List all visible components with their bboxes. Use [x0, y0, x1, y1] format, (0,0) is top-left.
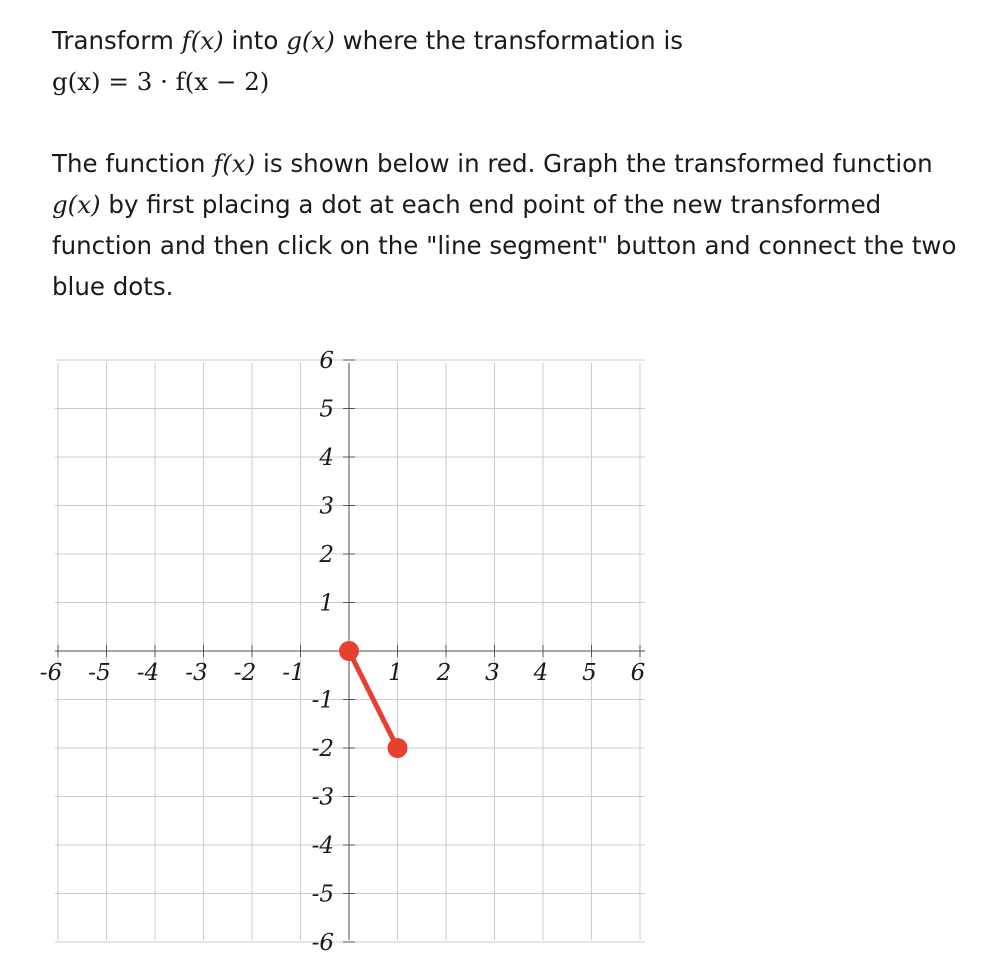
x-tick-label: 1 — [388, 660, 403, 686]
x-tick-label: 6 — [630, 660, 646, 686]
x-tick-label: -1 — [282, 660, 305, 686]
intro-text: Transform — [52, 26, 182, 55]
fx-label: f(x) — [181, 26, 224, 55]
y-tick-label: -1 — [311, 687, 334, 714]
desc-text-2: is shown below in red. Graph the transformed function — [255, 149, 933, 178]
gx-label: g(x) — [286, 26, 335, 55]
y-tick-label: -4 — [311, 833, 334, 859]
x-tick-label: 2 — [436, 660, 452, 686]
x-tick-label: -2 — [233, 660, 257, 686]
x-tick-label: -3 — [185, 660, 208, 686]
question-text — [52, 20, 982, 102]
transformation-text: where the transformation is — [334, 26, 684, 55]
graph-instructions — [52, 143, 982, 307]
x-axis-labels — [40, 660, 646, 686]
desc-gx-label: g(x) — [52, 190, 101, 219]
y-tick-label: 5 — [319, 396, 334, 423]
fx-endpoint-start[interactable] — [339, 641, 359, 661]
fx-endpoint-end[interactable] — [388, 738, 408, 758]
y-tick-label: -5 — [311, 881, 334, 908]
transformation-formula: g(x) = 3 · f(x − 2) — [52, 67, 270, 96]
x-tick-label: 3 — [485, 660, 500, 686]
coordinate-graph[interactable] — [0, 330, 1003, 956]
y-tick-label: 1 — [319, 590, 334, 617]
y-tick-label: 4 — [319, 445, 334, 471]
into-text: into — [223, 26, 287, 55]
desc-text-3: by first placing a dot at each end point of the new transformed function and then click on the "line segment" button and connect the two blue dots. — [52, 190, 957, 301]
x-tick-label: -5 — [88, 660, 111, 686]
y-axis-labels — [312, 348, 334, 956]
x-tick-label: -6 — [39, 660, 63, 686]
x-tick-label: -4 — [136, 660, 160, 686]
x-tick-label: 5 — [582, 660, 597, 686]
y-tick-label: 3 — [319, 493, 334, 520]
x-tick-label: 4 — [533, 660, 549, 686]
y-tick-label: 2 — [319, 542, 334, 568]
y-tick-label: -6 — [311, 930, 334, 956]
y-tick-label: -2 — [311, 736, 334, 762]
y-tick-label: -3 — [311, 784, 334, 811]
desc-fx-label: f(x) — [213, 149, 256, 178]
y-tick-label: 6 — [319, 348, 334, 374]
desc-text-1: The function — [52, 149, 214, 178]
